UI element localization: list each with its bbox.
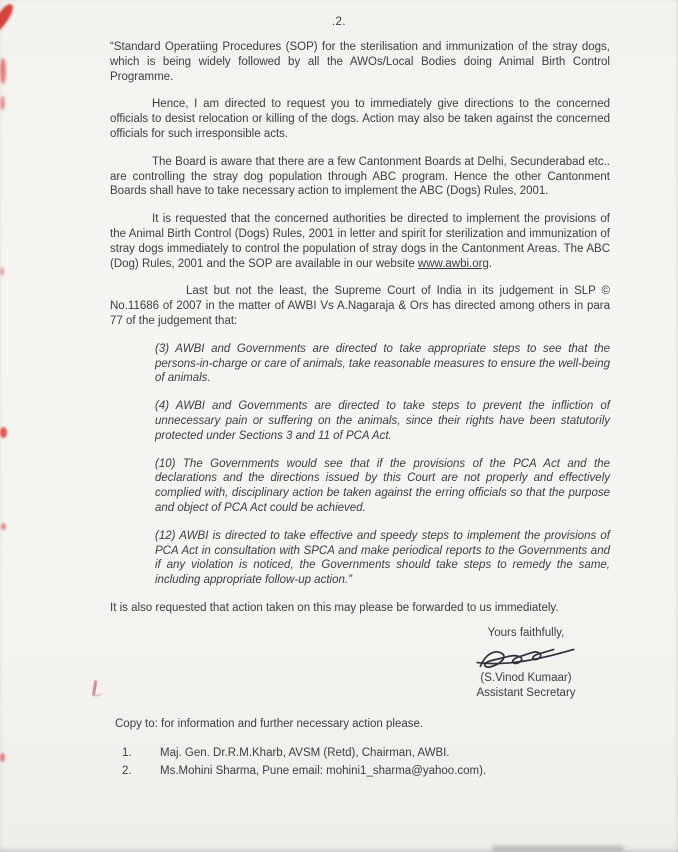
signature-image [473,639,579,676]
recipient-list [122,746,610,780]
copy-to-line: Copy to: for information and further necessary action please. [115,717,424,730]
scan-stain-left-6 [0,753,5,762]
paragraph-supreme-court: Last but not the least, the Supreme Court of India in its judgement in SLP © No.11686 of 2007 in the matter of AWBI Vs A.Nagaraja & Ors has directed among others in para 77 of the judgement that: [110,285,610,327]
paragraph-directions-request: Hence, I am directed to request you to immediately give directions to the concerned officials to desist relocation or killing of the dogs. Action may also be taken against the concerned officials for such irresponsible acts. [110,98,610,140]
closing-request: It is also requested that action taken on this may please be forwarded to us immediately. [110,601,559,614]
recipient-number: 1. [122,746,132,759]
scan-stain-left-4 [0,427,7,438]
judgement-quote-12: (12) AWBI is directed to take effective and speedy steps to implement the provisions of PCA Act in consultation with SPCA and make periodical reports to the Governments and if any violation is noticed, the Governments should take steps to remedy the same, including appropriate follow-up action.” [155,529,610,587]
paragraph-abc-rules-text: It is requested that the concerned authorities be directed to implement the provisions of the Animal Birth Control (Dogs) Rules, 2001 in letter and spirit for sterilization and immunization of stray dogs immediately to control the population of stray dogs in the Cantonment Areas. The ABC (Dog) Rules, 2001 and the SOP are available in our website [110,213,610,270]
signoff-block [442,626,610,701]
scan-stain-left-1 [0,58,6,84]
scan-stain-left-2 [0,96,5,110]
paragraph-sop: “Standard Operatiing Procedures (SOP) for the sterilisation and immunization of the stray dogs, which is being widely followed by all the AWOs/Local Bodies doing Animal Birth Control Programme. [110,41,610,83]
salutation: Yours faithfully, [487,626,565,639]
scan-stain-left-5 [1,523,6,530]
paragraph-cantonment-boards: The Board is aware that there are a few Cantonment Boards at Delhi, Secunderabad etc.. are controlling the stray dog population through ABC program. Hence the other Cantonment Boards shall have to take necessary action to implement the ABC (Dogs) Rules, 2001. [110,155,610,198]
signatory-title: Assistant Secretary [476,686,576,699]
scan-smear-bottom [493,846,623,851]
letter-body [110,40,610,783]
recipient-text: Ms.Mohini Sharma, Pune email: mohini1_sharma@yahoo.com). [160,765,487,777]
recipient-item-2 [122,764,610,780]
paragraph-abc-rules-period: . [488,257,493,270]
recipient-item-1 [122,746,610,762]
page-number: .2. [331,16,347,28]
pen-mark [92,680,104,697]
signatory-name: (S.Vinod Kumaar) [480,671,572,684]
judgement-quote-10: (10) The Governments would see that if the provisions of the PCA Act and the declarations and the directions issued by this Court are not properly and effectively complied with, disciplinary action be taken against the erring officials so that the purpose and object of PCA Act could be achieved. [155,457,610,514]
judgement-quote-3: (3) AWBI and Governments are directed to take appropriate steps to see that the persons-in-charge or care of animals, take reasonable measures to ensure the well-being of animals. [155,342,610,385]
paragraph-abc-rules [110,212,610,271]
recipient-number: 2. [122,765,132,777]
recipient-text: Maj. Gen. Dr.R.M.Kharb, AVSM (Retd), Chairman, AWBI. [160,746,450,759]
scan-stain-left-3 [0,267,4,276]
judgement-quote-4: (4) AWBI and Governments are directed to take steps to prevent the infliction of unnecessary pain or suffering on the animals, since their rights have been statutorily protected under Sections 3 and 11 of PCA Act. [155,400,610,442]
website-link: www.awbi.org [417,257,489,270]
